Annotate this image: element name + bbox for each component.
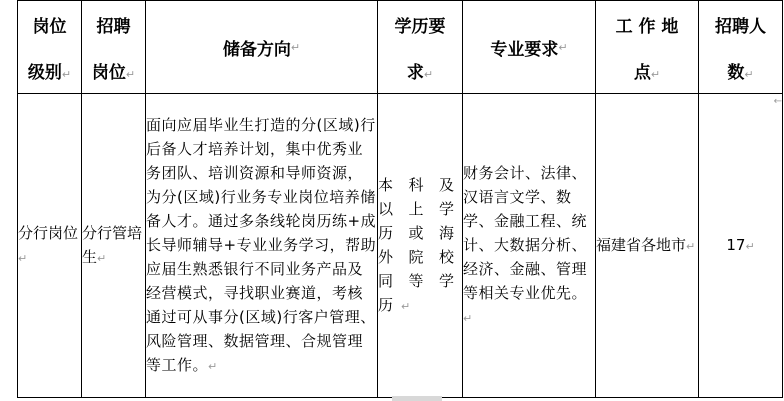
cell-location (596, 94, 699, 398)
header-location (596, 1, 699, 94)
paragraph-mark: ↵ (61, 67, 72, 81)
paragraph-mark: ↵ (18, 251, 28, 265)
row-end-mark: ← (773, 96, 782, 107)
cell-education (378, 94, 463, 398)
header-position-line1: 招聘 (96, 16, 131, 37)
cell-count (699, 94, 783, 398)
paragraph-mark: ↵ (745, 239, 755, 253)
header-position (82, 1, 146, 94)
header-level-line2: 级别 (27, 62, 62, 83)
header-level-line1: 岗位 (32, 16, 67, 37)
header-count-line1: 招聘人 (715, 16, 766, 37)
major-text: 财务会计、法律、汉语言文学、数学、金融工程、统计、大数据分析、经济、金融、管理等相关专业优先。 (463, 163, 588, 302)
paragraph-mark: ↵ (744, 67, 754, 81)
header-count-line2: 数 (727, 62, 745, 83)
paragraph-mark: ↵ (686, 239, 696, 253)
paragraph-mark: ↵ (208, 359, 218, 373)
cell-level (18, 94, 82, 398)
header-major (463, 1, 596, 94)
cell-major (463, 94, 596, 398)
paragraph-mark: ↵ (463, 311, 473, 325)
header-position-line2: 岗位 (91, 62, 126, 83)
table-resize-handle[interactable] (392, 396, 442, 401)
header-education-line2: 求 (406, 62, 424, 83)
paragraph-mark: ↵ (401, 299, 419, 313)
direction-text: 面向应届毕业生打造的分(区域)行后备人才培养计划，集中优秀业务团队、培训资源和导师资源，为分(区域)行业务专业岗位培养储备人才。通过多条线轮岗历练+成长导师辅导+专业业务学习，帮助应届生熟悉银行不同业务产品及经营模式，寻找职业赛道，考核通过可从事分(区域)行客户管理、风险管理、数据管理、合规管理等工作。 (146, 115, 377, 374)
header-major-text: 专业要求 (490, 39, 559, 60)
location-text: 福建省各地市 (596, 235, 687, 254)
position-text: 分行管培生 (82, 223, 143, 266)
header-education (378, 1, 463, 94)
header-direction (146, 1, 378, 94)
paragraph-mark: ↵ (650, 67, 661, 81)
table-row (18, 94, 783, 398)
education-text: 本科及以上学历或海外院校同等学历 (378, 175, 462, 314)
recruitment-table (17, 0, 783, 398)
header-location-line1: 工 作 地 (615, 16, 679, 37)
paragraph-mark: ↵ (290, 40, 301, 54)
level-text: 分行岗位 (18, 223, 79, 242)
header-level (18, 1, 82, 94)
header-education-line1: 学历要 (394, 16, 446, 37)
header-count (699, 1, 783, 94)
header-row (18, 1, 783, 94)
paragraph-mark: ↵ (125, 67, 136, 81)
paragraph-mark: ↵ (558, 40, 568, 54)
count-text: 17 (726, 235, 746, 254)
paragraph-mark: ↵ (97, 251, 107, 265)
header-direction-text: 储备方向 (222, 39, 291, 60)
cell-position (82, 94, 146, 398)
cell-direction (146, 94, 378, 398)
header-location-line2: 点 (633, 62, 651, 83)
paragraph-mark: ↵ (423, 67, 434, 81)
